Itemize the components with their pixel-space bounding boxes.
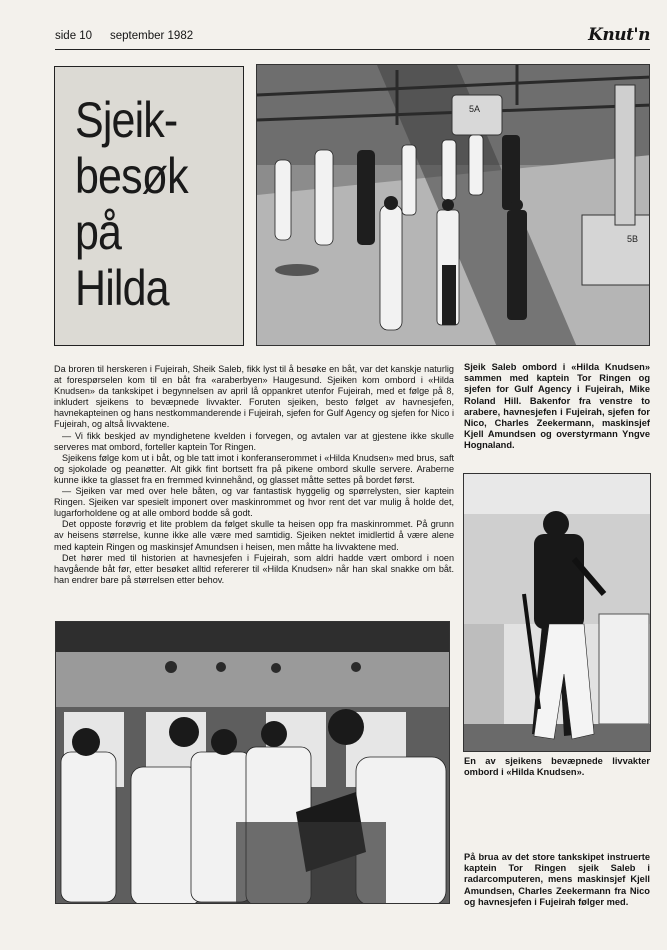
tank-label-a: 5A xyxy=(469,104,481,114)
title-line-3: på xyxy=(75,204,122,260)
body-paragraph: — Sjeiken var med over hele båten, og var fantastisk hyggelig og spørrelysten, sier kaptein Ringen. Sjeiken var spesielt imponert over maskinrommet og hvor rent det var mulig å holde det, lugarforholdene og at alle ombord bodde så godt. xyxy=(54,486,454,519)
body-paragraph: Det hører med til historien at havnesjefen i Fujeirah, som aldri hadde vært ombord i noen havgående båt før, etter besøket alltid refererer til «Hilda Knudsen» når han skal snakke om båt. han endrer bare på størrelsen etter behov. xyxy=(54,552,454,585)
deck-photo-caption: Sjeik Saleb ombord i «Hilda Knudsen» sammen med kaptein Tor Ringen og sjefen for Gulf Agency i Fujeirah, Mike Roland Hill. Bakenfor fra venstre to arabere, havnesjefen i Fujeirah, sjefen for Nico, Charles Zeekermann, maskinsjef Kjell Amundsen og overstyrmann Yngve Hognaland. xyxy=(464,362,650,451)
article-title xyxy=(54,66,244,346)
body-paragraph: Da broren til herskeren i Fujeirah, Sheik Saleb, fikk lyst til å besøke en båt, var det kanskje naturlig at forespørselen kom til en båt fra «araberbyen» Haugesund. Sjeiken kom ombord i «Hilda Knudsen» da tankskipet i begynnelsen av april lå oppankret utenfor Fujeirah, med et følge på 8, inkludert sjeikens to bevæpnede livvakter. Foruten sjeiken, besto følget av havnesjefen, havnekapteinen og hans nestkommanderende i Fujeirah, sjefen for Gulf Agency og sjefen for Nico i Fujeirah, og altså livvaktene. xyxy=(54,364,454,430)
body-paragraph: — Vi fikk beskjed av myndighetene kvelden i forvegen, og avtalen var at gjestene ikke skulle serveres mat ombord, forteller kaptein Tor Ringen. xyxy=(54,430,454,452)
tank-label-b: 5B xyxy=(627,234,639,244)
issue-date: september 1982 xyxy=(110,30,194,42)
magazine-logo: Knut'n xyxy=(588,25,650,45)
body-paragraph: Det opposte forøvrig et lite problem da følget skulle ta heisen opp fra maskinrommet. På grunn av heisens størrelse, kunne ikke alle være med samtidig. Sjeiken nektet imidlertid å være alene med kaptein Ringen og maskinsjef Amundsen i heisen, men måtte ha livvaktene med. xyxy=(54,519,454,552)
title-line-2: besøk xyxy=(75,148,188,204)
deck-photo xyxy=(256,64,650,346)
body-paragraph: Sjeikens følge kom ut i båt, og ble tatt imot i konferanserommet i «Hilda Knudsen» med brus, saft og sjokolade og peanøtter. Alt gikk fint bortsett fra på pikene ombord skulle servere. Araberne kunne ikke ta glasset fra en fremmed kvinnehånd, og glasset måtte settes på bordet først. xyxy=(54,452,454,485)
page-number: side 10 xyxy=(55,30,93,42)
bridge-photo xyxy=(55,621,450,904)
bridge-photo-caption: På brua av det store tankskipet instruerte kaptein Tor Ringen sjeik Saleb i radarcomputeren, mens maskinsjef Kjell Amundsen, Charles Zeekermann fra Nico og havnesjefen i Fujeirah følger med. xyxy=(464,852,650,907)
page-header xyxy=(55,27,650,50)
guard-photo-caption: En av sjeikens bevæpnede livvakter ombord i «Hilda Knudsen». xyxy=(464,756,650,778)
title-line-4: Hilda xyxy=(75,260,169,316)
guard-photo xyxy=(463,473,651,752)
article-body xyxy=(54,364,454,586)
title-line-1: Sjeik- xyxy=(75,92,178,148)
